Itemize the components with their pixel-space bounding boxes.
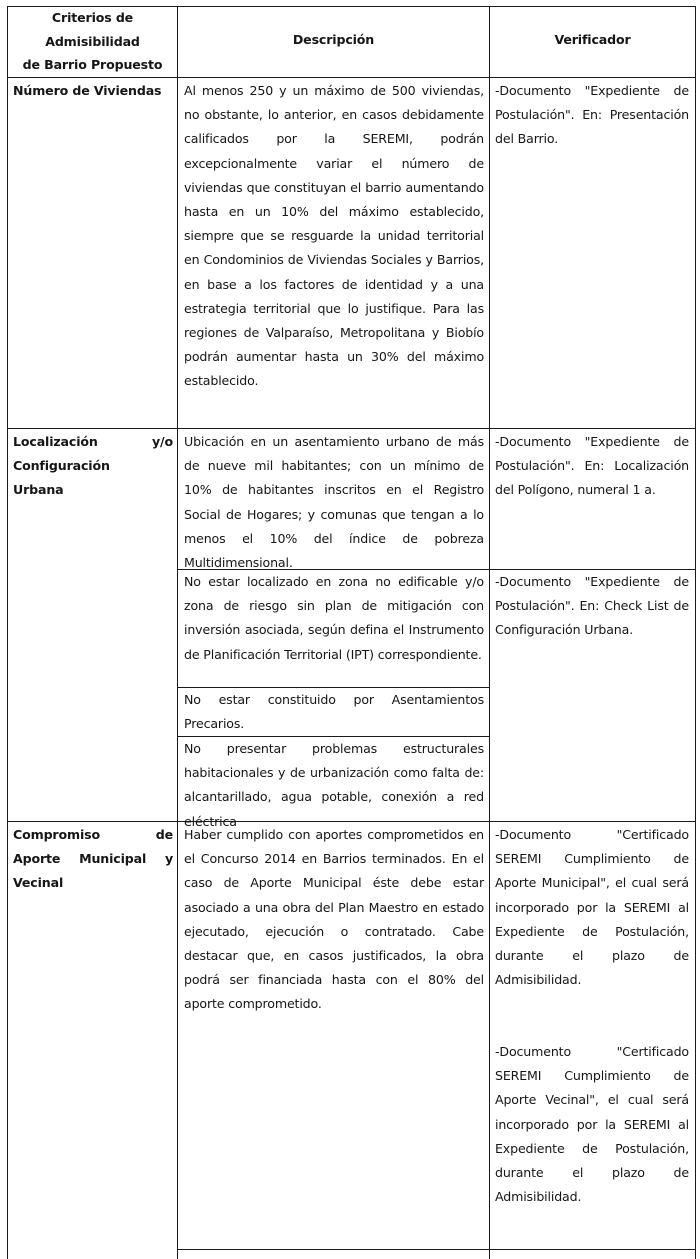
header-descripcion: Descripción [292,32,375,47]
descripcion-localizacion-1: Ubicación en un asentamiento urbano de más de nueve mil habitantes; con un mínimo de 10% de habitantes inscritos en el Registro Social de Hogares; y comunas que tengan a lo menos el 10% del índice de pobreza Multidimensional. [184,434,484,571]
row1-bottom-border [7,428,696,429]
criterio-localizacion-word: Localización [13,434,98,449]
criterio-compromiso-line: Vecinal [13,875,64,891]
col2-divider [489,6,490,1259]
header-verificador: Verificador [554,32,631,47]
next-row-partial [178,1251,695,1259]
verificador-compromiso-municipal: -Documento "Certificado SEREMI Cumplimiento de Aporte Municipal", el cual será incorporado por la SEREMI al Expediente de Postulación, durante el plazo de Admisibilidad. [495,827,689,988]
verificador-localizacion-2: -Documento "Expediente de Postulación". En: Check List de Configuración Urbana. [495,574,689,638]
table-left-border [7,6,8,1259]
criterio-compromiso-word: y [164,851,173,867]
row3-bottom-border [177,1249,696,1250]
criterio-numero-viviendas: Número de Viviendas [13,83,162,98]
descripcion-localizacion-4: No presentar problemas estructurales habitacionales y de urbanización como falta de: alcantarillado, agua potable, conexión a red eléctrica [184,741,484,829]
header-criterios-line: Admisibilidad [45,33,140,49]
descripcion-compromiso: Haber cumplido con aportes comprometidos en el Concurso 2014 en Barrios terminados. En el caso de Aporte Municipal éste debe estar asociado a una obra del Plan Maestro en estado ejecutado, ejecución o contratado. Cabe destacar que, en casos justificados, la obra podrá ser financiada hasta con el 80% del aporte comprometido. [184,827,484,1012]
criterio-compromiso [13,823,173,896]
criterio-compromiso-word: Municipal [79,851,147,867]
criterio-localizacion-line: Urbana [13,482,64,498]
verificador-compromiso-vecinal: -Documento "Certificado SEREMI Cumplimiento de Aporte Vecinal", el cual será incorporado por la SEREMI al Expediente de Postulación, durante el plazo de Admisibilidad. [495,1044,689,1205]
criterio-compromiso-word: Compromiso [13,827,100,842]
criterio-compromiso-line1 [13,823,173,847]
verificador-numero-viviendas: -Documento "Expediente de Postulación". En: Presentación del Barrio. [495,83,689,147]
criterio-localizacion-word: y/o [151,434,173,449]
criterio-compromiso-word: de [155,827,173,842]
header-criterios-line: Criterios de [51,10,134,25]
descripcion-numero-viviendas: Al menos 250 y un máximo de 500 viviendas, no obstante, lo anterior, en casos debidamente calificados por la SEREMI, podrán excepcionalmente variar el número de viviendas que constituyan el barrio aumentando hasta en un 10% del máximo establecido, siempre que se resguarde la unidad territorial en Condominios de Viviendas Sociales y Barrios, en base a los factores de identidad y a una estrategia territorial que lo justifique. Para las regiones de Valparaíso, Metropolitana y Biobío podrán aumentar hasta un 30% del máximo establecido. [184,83,484,389]
criterio-compromiso-word: Aporte [13,851,61,867]
header-criterios-line: de Barrio Propuesto [22,57,163,72]
criterio-localizacion [13,430,173,503]
col1-divider [177,6,178,1259]
verificador-localizacion-1: -Documento "Expediente de Postulación". En: Localización del Polígono, numeral 1 a. [495,434,689,498]
criterio-localizacion-line1 [13,430,173,454]
criterio-compromiso-line2 [13,847,173,871]
criterio-localizacion-line: Configuración [13,458,110,474]
table-right-border [695,6,696,1259]
descripcion-localizacion-2: No estar localizado en zona no edificable y/o zona de riesgo sin plan de mitigación con inversión asociada, según defina el Instrumento de Planificación Territorial (IPT) correspondiente. [184,574,484,662]
header-bottom-border [7,77,696,78]
header-criterios [8,6,177,77]
descripcion-localizacion-3: No estar constituido por Asentamientos Precarios. [184,692,484,732]
